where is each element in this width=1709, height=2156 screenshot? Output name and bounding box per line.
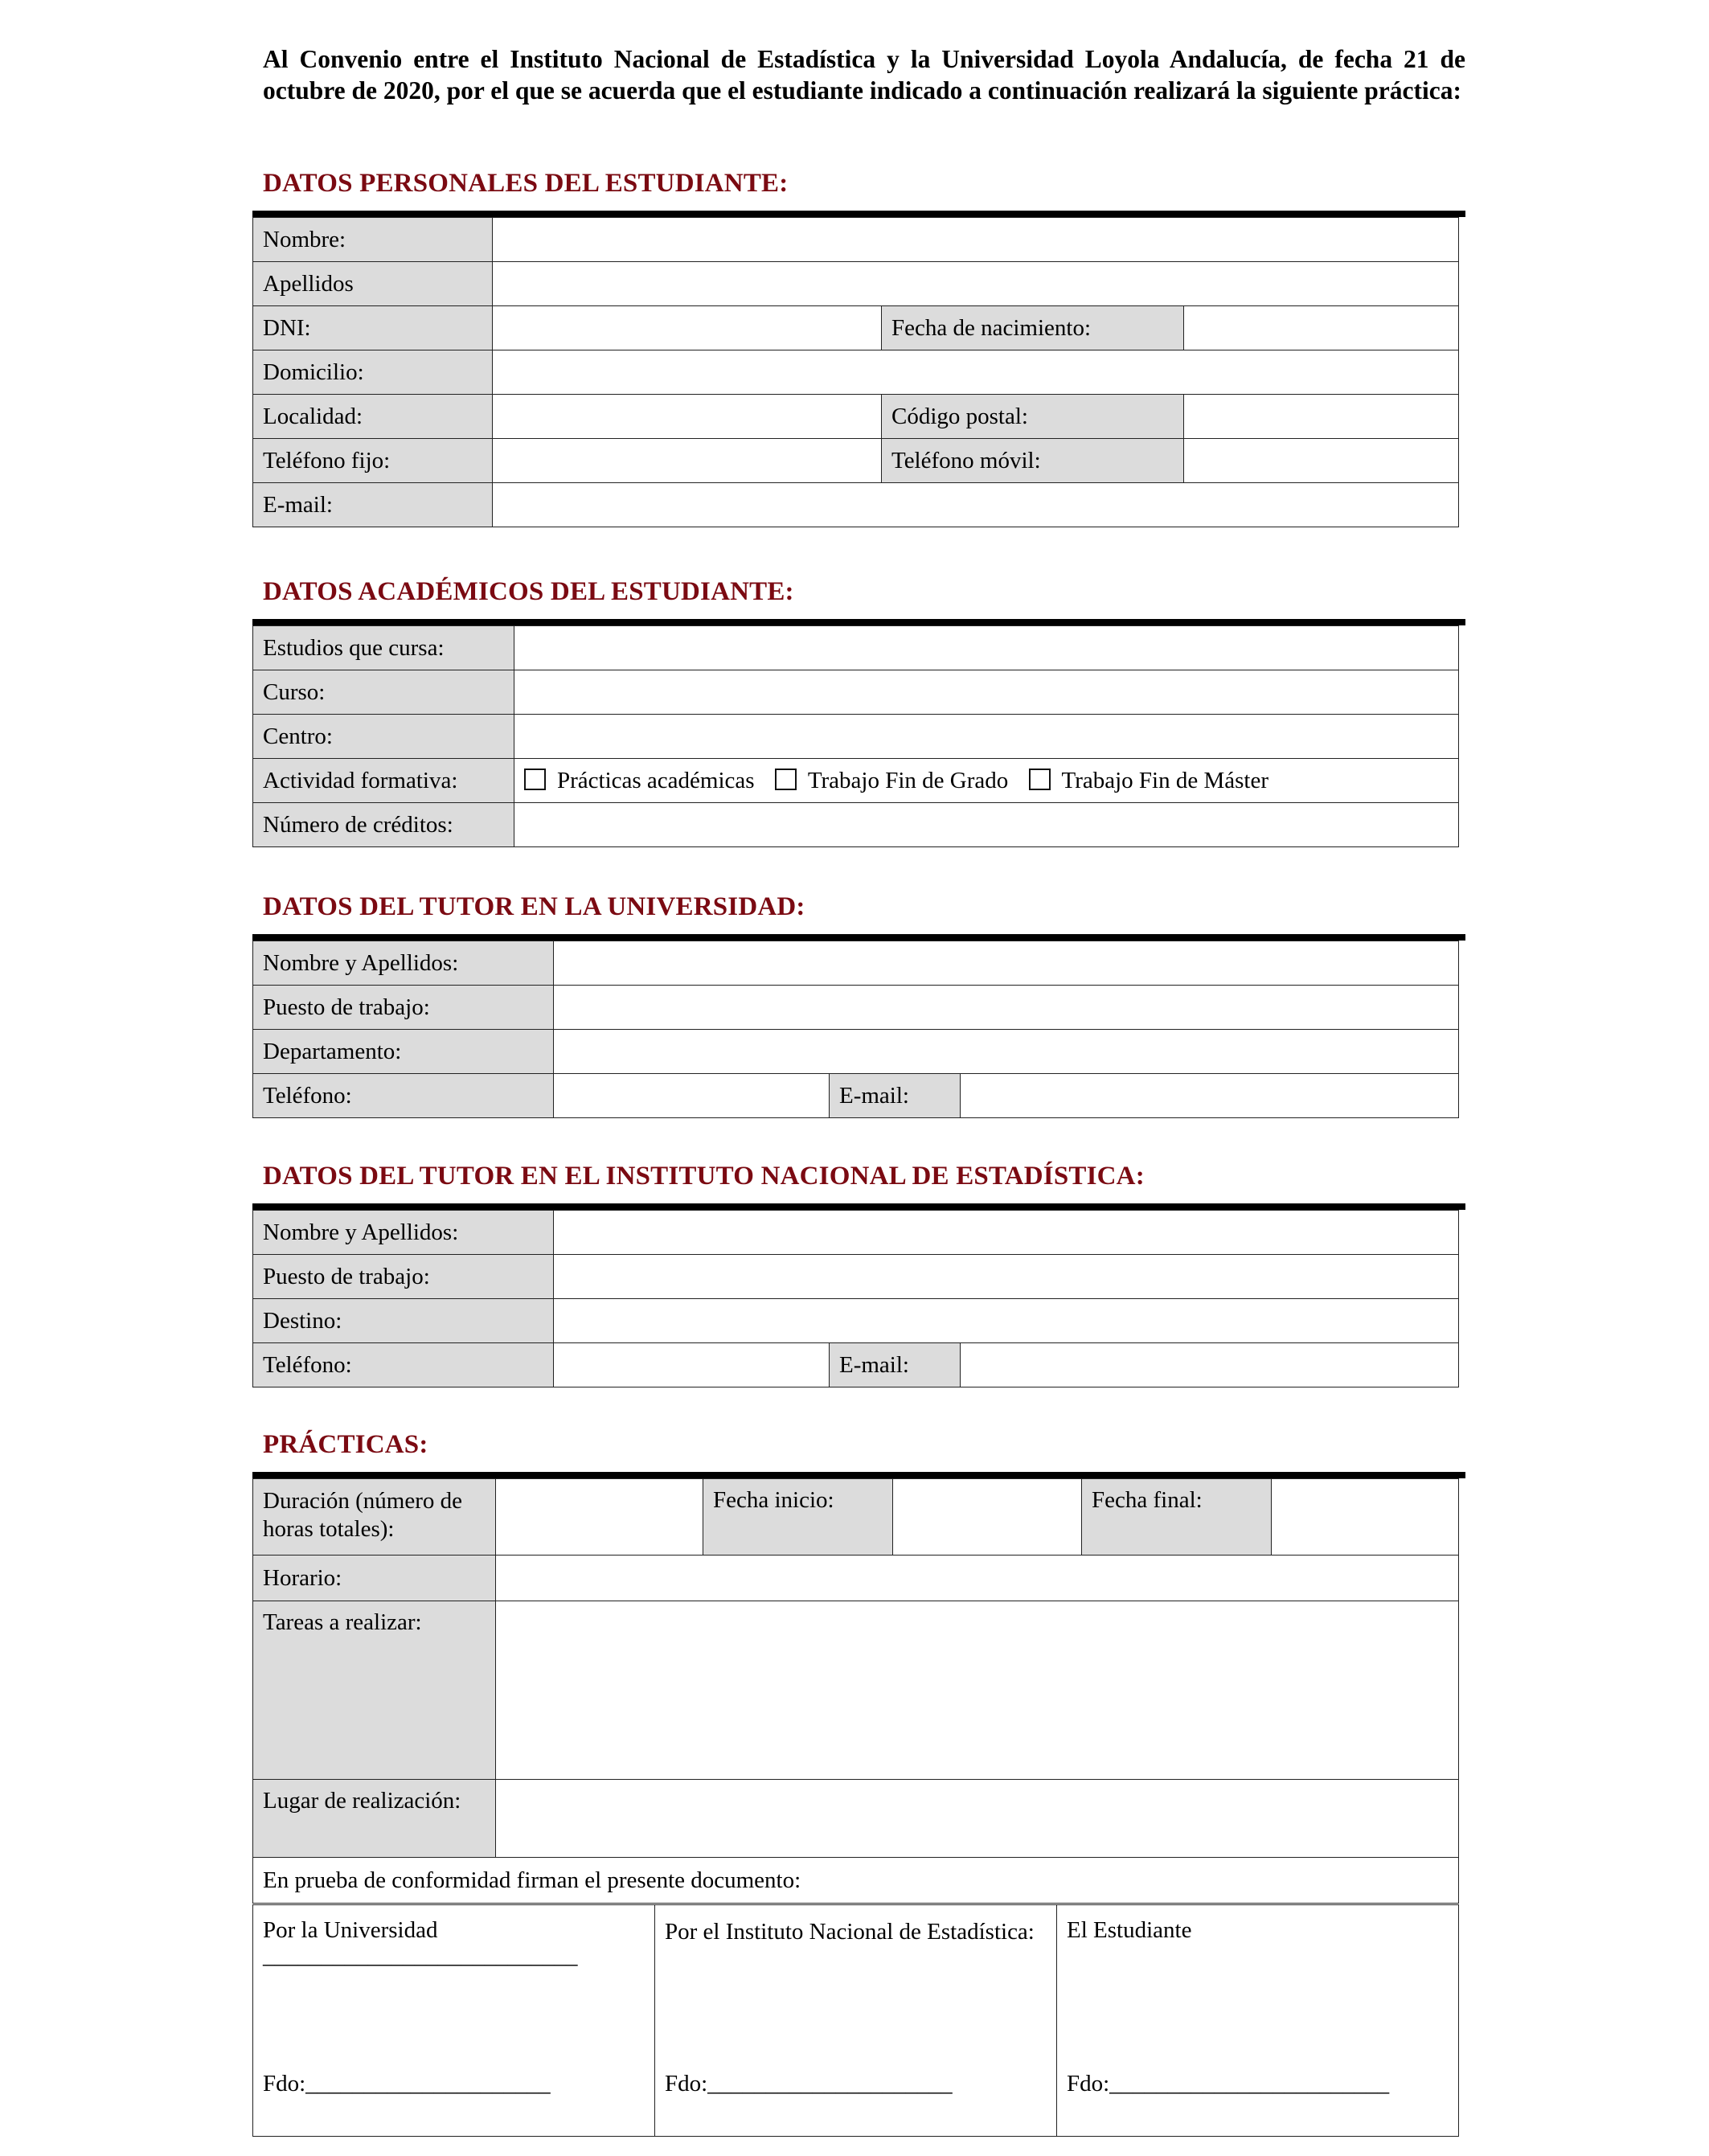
tutor-ine-puesto-field[interactable]	[554, 1255, 1459, 1299]
tutor-ine-telefono-field[interactable]	[554, 1343, 830, 1387]
label-fecha-final: Fecha final:	[1082, 1479, 1272, 1556]
actividad-options	[514, 759, 1459, 803]
email-field[interactable]	[493, 483, 1459, 527]
signature-fdo: Fdo:_____________________	[665, 2071, 953, 2097]
tareas-field[interactable]	[496, 1601, 1459, 1780]
signature-fdo: Fdo:_____________________	[263, 2071, 551, 2097]
academic-table	[252, 625, 1459, 847]
table-row	[253, 670, 1459, 715]
label-horario: Horario:	[253, 1556, 496, 1601]
section-rule	[252, 1472, 1465, 1478]
tutor-ine-table	[252, 1210, 1459, 1387]
label-departamento: Departamento:	[253, 1030, 554, 1074]
section-rule	[252, 619, 1465, 625]
table-row	[253, 803, 1459, 847]
checkbox[interactable]	[524, 769, 546, 790]
label-email: E-mail:	[253, 483, 493, 527]
table-row	[253, 1074, 1459, 1118]
option-tfg[interactable]	[775, 768, 1008, 794]
table-row	[253, 1299, 1459, 1343]
practicas-table	[252, 1478, 1459, 1904]
label-fecha-nacimiento: Fecha de nacimiento:	[882, 306, 1184, 350]
section-rule	[252, 934, 1465, 941]
table-row	[253, 218, 1459, 262]
table-row	[253, 1858, 1459, 1904]
table-row	[253, 626, 1459, 670]
signature-name-line: ___________________________	[263, 1943, 578, 1969]
label-duracion: Duración (número de horas totales):	[253, 1479, 496, 1556]
signature-box-universidad[interactable]	[253, 1905, 655, 2137]
label-curso: Curso:	[253, 670, 514, 715]
tutor-uni-puesto-field[interactable]	[554, 986, 1459, 1030]
personal-table	[252, 217, 1459, 527]
fecha-inicio-field[interactable]	[893, 1479, 1082, 1556]
table-row	[253, 262, 1459, 306]
telefono-movil-field[interactable]	[1184, 439, 1459, 483]
section-title-practicas: PRÁCTICAS:	[263, 1430, 428, 1459]
signature-heading: Por la Universidad	[263, 1917, 438, 1943]
label-puesto: Puesto de trabajo:	[253, 986, 554, 1030]
table-row	[253, 306, 1459, 350]
table-row	[253, 1556, 1459, 1601]
tutor-uni-table	[252, 941, 1459, 1118]
table-row	[253, 986, 1459, 1030]
label-estudios: Estudios que cursa:	[253, 626, 514, 670]
codigo-postal-field[interactable]	[1184, 395, 1459, 439]
signature-fdo: Fdo:________________________	[1067, 2071, 1390, 2097]
tutor-uni-nombre-field[interactable]	[554, 941, 1459, 986]
tutor-uni-departamento-field[interactable]	[554, 1030, 1459, 1074]
conformidad-text: En prueba de conformidad firman el presente documento:	[253, 1858, 1459, 1904]
apellidos-field[interactable]	[493, 262, 1459, 306]
section-title-tutor-ine: DATOS DEL TUTOR EN EL INSTITUTO NACIONAL DE ESTADÍSTICA:	[263, 1162, 1145, 1191]
signature-box-ine[interactable]	[655, 1905, 1057, 2137]
signature-table	[252, 1904, 1459, 2137]
table-row	[253, 395, 1459, 439]
curso-field[interactable]	[514, 670, 1459, 715]
label-apellidos: Apellidos	[253, 262, 493, 306]
section-title-personal: DATOS PERSONALES DEL ESTUDIANTE:	[263, 169, 789, 198]
table-row	[253, 1780, 1459, 1858]
checkbox[interactable]	[775, 769, 797, 790]
fecha-nacimiento-field[interactable]	[1184, 306, 1459, 350]
localidad-field[interactable]	[493, 395, 882, 439]
tutor-ine-nombre-field[interactable]	[554, 1211, 1459, 1255]
dni-field[interactable]	[493, 306, 882, 350]
creditos-field[interactable]	[514, 803, 1459, 847]
signature-box-estudiante[interactable]	[1057, 1905, 1459, 2137]
label-telefono: Teléfono:	[253, 1343, 554, 1387]
intro-paragraph: Al Convenio entre el Instituto Nacional de Estadística y la Universidad Loyola Andalucía, de fecha 21 de octubre de 2020, por el que se acuerda que el estudiante indicado a continuación realizará la siguiente práctica:	[263, 45, 1465, 105]
option-label: Trabajo Fin de Máster	[1061, 767, 1268, 793]
tutor-ine-destino-field[interactable]	[554, 1299, 1459, 1343]
label-tareas: Tareas a realizar:	[253, 1601, 496, 1780]
label-codigo-postal: Código postal:	[882, 395, 1184, 439]
option-label: Prácticas académicas	[557, 767, 755, 793]
lugar-field[interactable]	[496, 1780, 1459, 1858]
table-row	[253, 1211, 1459, 1255]
checkbox[interactable]	[1029, 769, 1051, 790]
label-email: E-mail:	[830, 1343, 961, 1387]
label-destino: Destino:	[253, 1299, 554, 1343]
section-title-academic: DATOS ACADÉMICOS DEL ESTUDIANTE:	[263, 577, 794, 606]
label-centro: Centro:	[253, 715, 514, 759]
label-dni: DNI:	[253, 306, 493, 350]
signature-heading: El Estudiante	[1067, 1917, 1192, 1943]
table-row	[253, 715, 1459, 759]
domicilio-field[interactable]	[493, 350, 1459, 395]
label-email: E-mail:	[830, 1074, 961, 1118]
telefono-fijo-field[interactable]	[493, 439, 882, 483]
label-fecha-inicio: Fecha inicio:	[703, 1479, 893, 1556]
label-nombre-apellidos: Nombre y Apellidos:	[253, 941, 554, 986]
label-actividad: Actividad formativa:	[253, 759, 514, 803]
table-row	[253, 759, 1459, 803]
table-row	[253, 1479, 1459, 1556]
table-row	[253, 1343, 1459, 1387]
table-row	[253, 1255, 1459, 1299]
table-row	[253, 483, 1459, 527]
tutor-ine-email-field[interactable]	[961, 1343, 1459, 1387]
table-row	[253, 1905, 1459, 2137]
table-row	[253, 439, 1459, 483]
section-rule	[252, 211, 1465, 217]
label-nombre: Nombre:	[253, 218, 493, 262]
label-nombre-apellidos: Nombre y Apellidos:	[253, 1211, 554, 1255]
section-rule	[252, 1203, 1465, 1210]
label-lugar: Lugar de realización:	[253, 1780, 496, 1858]
tutor-uni-email-field[interactable]	[961, 1074, 1459, 1118]
table-row	[253, 350, 1459, 395]
tutor-uni-telefono-field[interactable]	[554, 1074, 830, 1118]
label-creditos: Número de créditos:	[253, 803, 514, 847]
estudios-field[interactable]	[514, 626, 1459, 670]
table-row	[253, 941, 1459, 986]
table-row	[253, 1601, 1459, 1780]
centro-field[interactable]	[514, 715, 1459, 759]
option-tfm[interactable]	[1029, 768, 1269, 794]
option-label: Trabajo Fin de Grado	[807, 767, 1009, 793]
nombre-field[interactable]	[493, 218, 1459, 262]
label-domicilio: Domicilio:	[253, 350, 493, 395]
table-row	[253, 1030, 1459, 1074]
section-title-tutor-uni: DATOS DEL TUTOR EN LA UNIVERSIDAD:	[263, 892, 805, 921]
option-practicas[interactable]	[524, 768, 755, 794]
duracion-field[interactable]	[496, 1479, 703, 1556]
label-telefono-movil: Teléfono móvil:	[882, 439, 1184, 483]
label-telefono: Teléfono:	[253, 1074, 554, 1118]
fecha-final-field[interactable]	[1272, 1479, 1459, 1556]
label-localidad: Localidad:	[253, 395, 493, 439]
signature-heading: Por el Instituto Nacional de Estadística:	[665, 1919, 1035, 1945]
horario-field[interactable]	[496, 1556, 1459, 1601]
label-telefono-fijo: Teléfono fijo:	[253, 439, 493, 483]
label-puesto: Puesto de trabajo:	[253, 1255, 554, 1299]
